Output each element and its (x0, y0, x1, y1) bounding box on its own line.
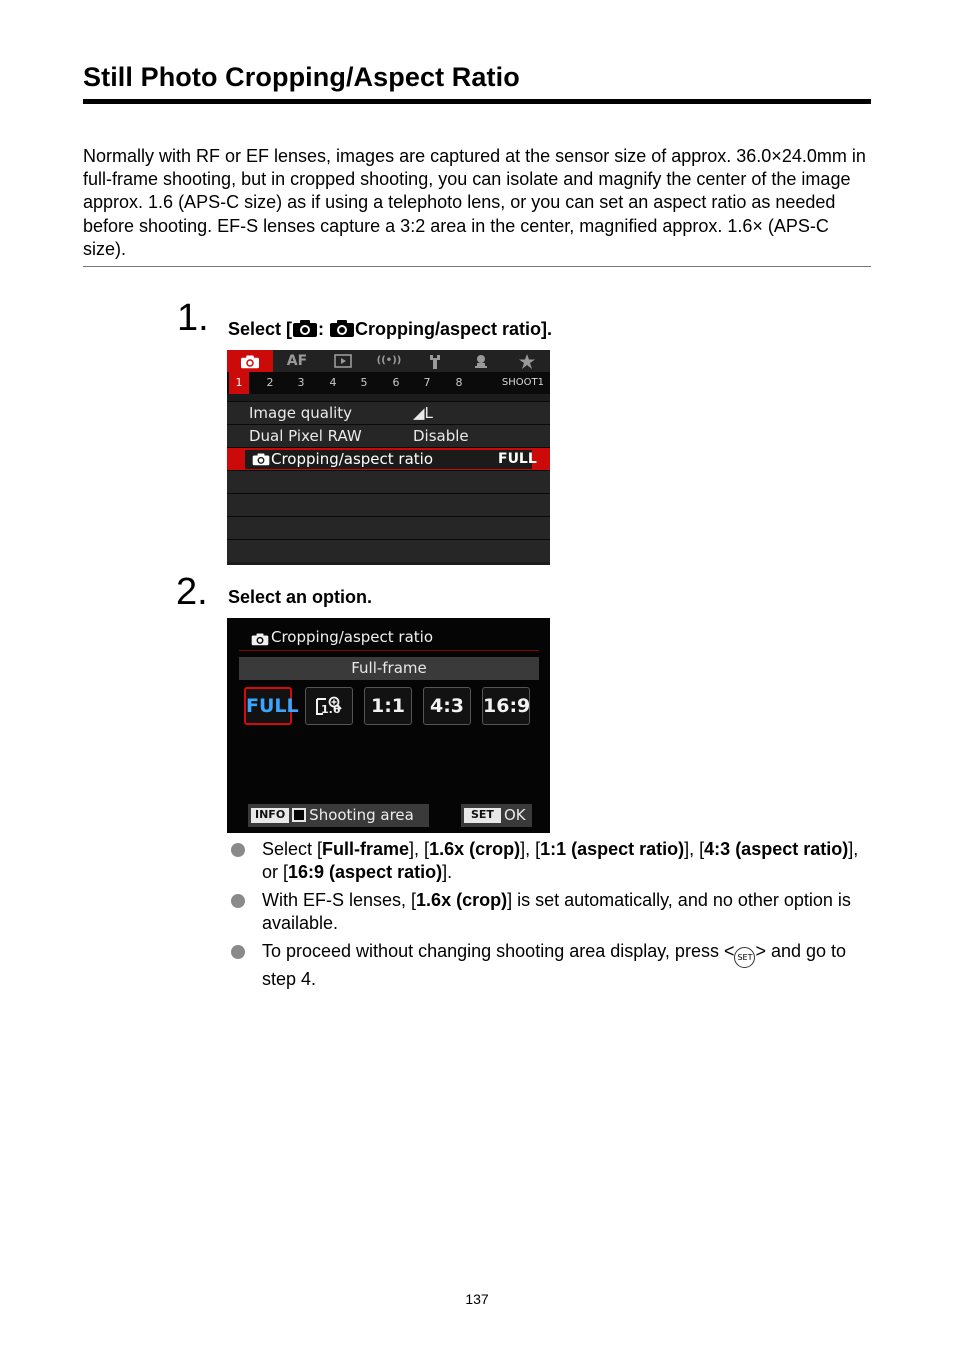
menu-item-label: Dual Pixel RAW (249, 427, 362, 445)
menu-item-value: FULL (498, 451, 537, 467)
cropping-options-screen (227, 618, 550, 833)
info-shooting-area-button[interactable] (248, 804, 429, 827)
bullet-dot (231, 894, 245, 908)
page-number-footer: 137 (465, 1291, 489, 1307)
page-title: Still Photo Cropping/Aspect Ratio (83, 62, 520, 92)
list-item (228, 889, 868, 935)
info-label: Shooting area (309, 806, 414, 824)
tab-playback[interactable] (323, 350, 363, 372)
option-crop-1-6x[interactable] (305, 687, 353, 725)
bullet-dot (231, 945, 245, 959)
menu-page-numbers (227, 372, 550, 394)
step-1-prefix: Select [ (228, 319, 293, 339)
camera-icon (329, 318, 355, 338)
menu-empty-row (227, 470, 550, 493)
menu-item-label: Image quality (249, 404, 353, 422)
page-number[interactable]: 7 (423, 376, 431, 389)
playback-icon (334, 354, 352, 368)
screen-title: Cropping/aspect ratio (271, 628, 434, 646)
bullet-bold: 1.6x (crop) (416, 890, 508, 910)
menu-empty-row (227, 539, 550, 562)
bullet-bold: 1:1 (aspect ratio) (540, 839, 685, 859)
shooting-area-icon (292, 808, 306, 822)
bullet-bold: 16:9 (aspect ratio) (288, 862, 443, 882)
menu-empty-row (227, 493, 550, 516)
page-number[interactable]: 6 (392, 376, 400, 389)
camera-icon (292, 318, 318, 338)
bullet-text: ], [ (684, 839, 705, 859)
bullet-text: > and go to step 4. (262, 941, 847, 989)
step-1-sep: : (318, 319, 330, 339)
wrench-icon (428, 354, 442, 369)
tab-setup[interactable] (415, 350, 455, 372)
bullet-text: With EF-S lenses, [ (262, 890, 417, 910)
menu-item-dual-pixel-raw[interactable] (227, 424, 550, 447)
page-number[interactable]: 2 (266, 376, 274, 389)
bullet-dot (231, 843, 245, 857)
tab-shooting[interactable] (227, 350, 273, 372)
step-1-text (228, 318, 552, 340)
option-1-1[interactable]: 1:1 (364, 687, 412, 725)
bullet-text: ], [ (409, 839, 430, 859)
page-number[interactable]: 3 (297, 376, 305, 389)
menu-item-label: Cropping/aspect ratio (271, 450, 434, 468)
option-4-3[interactable]: 4:3 (423, 687, 471, 725)
set-ok-button[interactable] (461, 804, 532, 827)
menu-item-image-quality[interactable] (227, 401, 550, 424)
page-number[interactable]: 4 (329, 376, 337, 389)
tab-my-menu[interactable] (507, 350, 547, 372)
intro-rule (83, 266, 871, 267)
bullet-bold: 4:3 (aspect ratio) (704, 839, 849, 859)
page-number[interactable]: 1 (229, 372, 249, 394)
page-number[interactable]: 5 (360, 376, 368, 389)
shoot-page-label: SHOOT1 (501, 377, 544, 388)
menu-item-value: ◢L (413, 404, 433, 422)
bullet-text: ], or [ (262, 839, 859, 882)
list-item (228, 838, 868, 884)
set-badge: SET (464, 808, 501, 823)
step-2-text: Select an option. (228, 587, 373, 607)
step-1-item: Cropping/aspect ratio]. (355, 319, 553, 339)
page-number[interactable]: 8 (455, 376, 463, 389)
camera-menu-screen (227, 350, 550, 565)
bullet-bold: 1.6x (crop) (429, 839, 521, 859)
menu-empty-row (227, 516, 550, 539)
menu-item-value: Disable (413, 427, 469, 445)
title-rule (83, 99, 871, 104)
bullet-text: To proceed without changing shooting area display, press < (262, 941, 735, 961)
bullet-text: ] is set automatically, and no other option is available. (262, 890, 851, 933)
star-icon (519, 354, 535, 369)
title-underline (239, 650, 539, 651)
custom-functions-icon (473, 354, 489, 369)
crop-factor-label: 1.6 (321, 702, 341, 716)
menu-tab-bar (227, 350, 550, 372)
intro-paragraph: Normally with RF or EF lenses, images are captured at the sensor size of approx. 36.0×24.0mm in full-frame shooting, but in cropped shooting, you can isolate and magnify the center of the image approx. 1.6 (APS-C size) as if using a telephoto lens, or you can set an aspect ratio as needed before shooting. EF-S lenses capture a 3:2 area in the center, magnified approx. 1.6× (APS-C size). (83, 146, 866, 259)
set-button-icon: SET (734, 947, 755, 968)
step-1-number: 1. (177, 297, 209, 339)
crop-icon (314, 694, 344, 718)
bullet-bold: Full-frame (322, 839, 410, 859)
camera-icon (252, 452, 270, 466)
tab-custom[interactable] (461, 350, 501, 372)
info-badge: INFO (251, 808, 289, 823)
list-item (228, 940, 868, 991)
option-16-9[interactable]: 16:9 (482, 687, 530, 725)
tab-wireless[interactable]: ((•)) (376, 355, 402, 366)
bullet-text: Select [ (262, 839, 323, 859)
camera-icon (240, 354, 260, 369)
bullet-text: ], [ (520, 839, 541, 859)
set-label: OK (503, 806, 526, 824)
bullet-list (228, 838, 868, 996)
option-full[interactable]: FULL (244, 687, 292, 725)
tab-af[interactable]: AF (286, 353, 308, 369)
camera-icon (251, 632, 269, 646)
current-setting: Full-frame (239, 657, 539, 680)
bullet-text: ]. (442, 862, 453, 882)
step-2-number: 2. (176, 571, 208, 613)
menu-item-cropping-aspect-ratio[interactable] (227, 447, 550, 470)
